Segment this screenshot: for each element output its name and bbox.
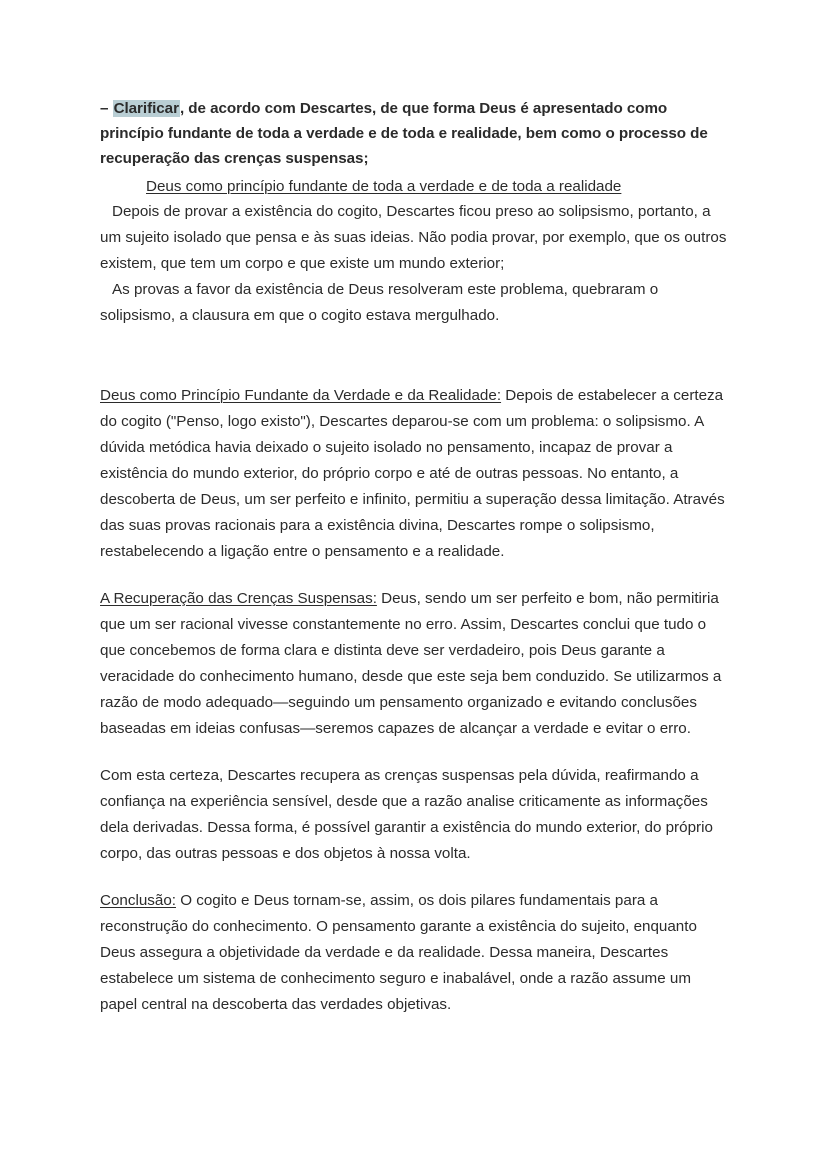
section-gap — [100, 329, 728, 383]
intro-paragraph-1: Depois de provar a existência do cogito, Descartes ficou preso ao solipsismo, portanto, a um sujeito isolado que pensa e às suas ideias. Não podia provar, por exemplo, que os outros existem, que tem um corpo e que existe um mundo exterior; — [100, 203, 727, 272]
section-body-certeza: Com esta certeza, Descartes recupera as crenças suspensas pela dúvida, reafirmando a confiança na experiência sensível, desde que a razão analise criticamente as informações dela derivadas. Dessa forma, é possível garantir a existência do mundo exterior, do próprio corpo, das outras pessoas e dos objetos à nossa volta. — [100, 767, 713, 862]
section-heading-fundante: Deus como Princípio Fundante da Verdade e da Realidade: — [100, 387, 502, 404]
section-body-recuperacao: Deus, sendo um ser perfeito e bom, não permitiria que um ser racional vivesse constantemente no erro. Assim, Descartes conclui que tudo o que concebemos de forma clara e distinta deve ser verdadeiro, pois Deus garante a veracidade do conhecimento humano, desde que este seja bem conduzido. Se utilizarmos a razão de modo adequado—seguindo um pensamento organizado e evitando conclusões baseadas em ideias confusas—seremos capazes de alcançar a verdade e evitar o erro. — [100, 590, 722, 737]
section-conclusao — [100, 888, 728, 1018]
section-heading-conclusao: Conclusão: — [100, 892, 176, 909]
prompt-dash: – — [100, 100, 113, 117]
section-body-fundante: Depois de estabelecer a certeza do cogito ("Penso, logo existo"), Descartes deparou-se com um problema: o solipsismo. A dúvida metódica havia deixado o sujeito isolado no pensamento, incapaz de provar a existência do mundo exterior, do próprio corpo e até de outras pessoas. No entanto, a descoberta de Deus, um ser perfeito e infinito, permitiu a superação dessa limitação. Através das suas provas racionais para a existência divina, Descartes rompe o solipsismo, restabelecendo a ligação entre o pensamento e a realidade. — [100, 387, 725, 560]
section-certeza — [100, 763, 728, 867]
section-fundante — [100, 383, 728, 565]
prompt-text: , de acordo com Descartes, de que forma Deus é apresentado como princípio fundante de toda a verdade e de toda e realidade, bem como o processo de recuperação das crenças suspensas; — [100, 100, 708, 167]
sub-heading — [100, 174, 728, 199]
section-recuperacao — [100, 586, 728, 742]
section-heading-recuperacao: A Recuperação das Crenças Suspensas: — [100, 590, 377, 607]
sub-heading-text: Deus como princípio fundante de toda a verdade e de toda a realidade — [146, 178, 622, 195]
intro-paragraph-2: As provas a favor da existência de Deus resolveram este problema, quebraram o solipsismo, a clausura em que o cogito estava mergulhado. — [100, 281, 659, 324]
document-body — [100, 96, 728, 1018]
section-body-conclusao: O cogito e Deus tornam-se, assim, os dois pilares fundamentais para a reconstrução do conhecimento. O pensamento garante a existência do sujeito, enquanto Deus assegura a objetividade da verdade e da realidade. Dessa maneira, Descartes estabelece um sistema de conhecimento seguro e inabalável, onde a razão assume um papel central na descoberta das verdades objetivas. — [100, 892, 697, 1013]
highlighted-term: Clarificar — [113, 100, 179, 117]
prompt-header — [100, 96, 728, 171]
